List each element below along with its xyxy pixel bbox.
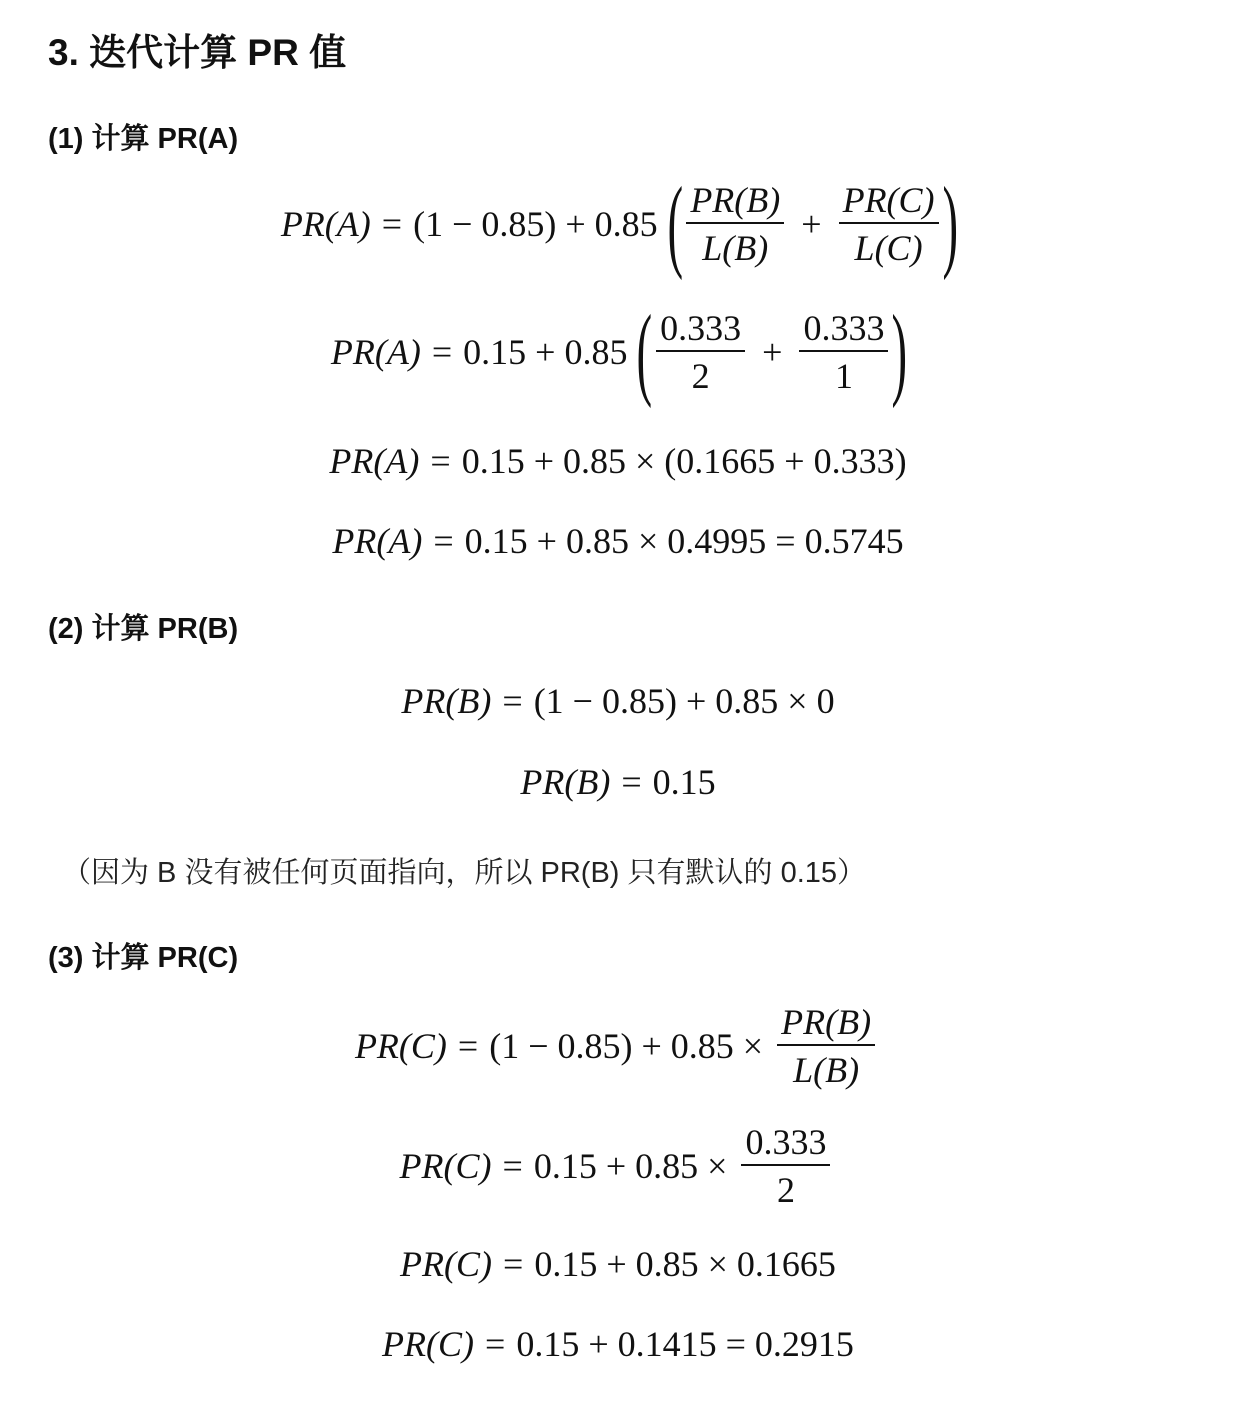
fraction-0333-over-2: $\frac{0.333}{2}$ xyxy=(741,1124,830,1208)
equation-pr-b-result: PR(B) = 0.15 xyxy=(520,762,716,802)
equation-lhs: PR(C) xyxy=(354,1026,447,1066)
equation-lhs: PR(B) xyxy=(520,762,611,802)
equation-rhs: 0.15 + 0.85 × (0.1665 + 0.333) xyxy=(461,441,907,481)
equation-pr-a-substituted: PR(A) = 0.15 + 0.85 ( $\frac{0.333}{2}$ + $\frac{0.333}{1}$ ) xyxy=(330,294,908,409)
equation-lhs: PR(C) xyxy=(399,1146,492,1186)
subheading-pr-a: (1) 计算 PR(A) xyxy=(48,123,239,155)
equation-lhs: PR(A) xyxy=(330,332,421,372)
equation-lhs: PR(A) xyxy=(329,441,420,481)
equation-rhs: (1 − 0.85) + 0.85 × 0 xyxy=(533,681,835,721)
equation-pr-a-result: PR(A) = 0.15 + 0.85 × 0.4995 = 0.5745 xyxy=(332,521,904,561)
equation-rhs: 0.15 + 0.85 × 0.1665 xyxy=(534,1244,836,1284)
equation-pr-c-substituted: PR(C) = 0.15 + 0.85 × $\frac{0.333}{2}$ xyxy=(0,1124,1236,1208)
equation-rhs: 0.15 xyxy=(652,762,716,802)
fraction-pr-b-over-l-b: $\frac{PR(B)}{L(B)}$ xyxy=(777,1004,875,1088)
fraction-0333-over-1: $\frac{0.333}{1}$ xyxy=(799,310,888,394)
equation-lhs: PR(A) xyxy=(280,204,371,244)
equation-lhs: PR(A) xyxy=(332,521,423,561)
equation-rhs: 0.15 + 0.85 × 0.4995 = 0.5745 xyxy=(464,521,904,561)
equation-rhs: 0.15 + 0.1415 = 0.2915 xyxy=(516,1324,854,1364)
equation-lhs: PR(B) xyxy=(401,681,492,721)
equation-pr-c-step3: PR(C) = 0.15 + 0.85 × 0.1665 xyxy=(400,1244,836,1284)
equation-pr-c-formula: PR(C) = (1 − 0.85) + 0.85 × $\frac{PR(B)}{L(B)}$ xyxy=(0,1004,1236,1088)
equation-lhs: PR(C) xyxy=(382,1324,475,1364)
equation-lhs: PR(C) xyxy=(400,1244,493,1284)
equation-pr-c-result: PR(C) = 0.15 + 0.1415 = 0.2915 xyxy=(382,1324,854,1364)
equation-pr-b-formula: PR(B) = (1 − 0.85) + 0.85 × 0 xyxy=(401,681,835,721)
equation-pr-a-formula: PR(A) = (1 − 0.85) + 0.85 ( $\frac{PR(B)}{L(B)}$ + $\frac{PR(C)}{L(C)}$ ) xyxy=(280,166,958,281)
equation-term: 0.15 + 0.85 × xyxy=(533,1146,728,1186)
equation-term: (1 − 0.85) + 0.85 × xyxy=(489,1026,764,1066)
fraction-pr-b-over-l-b: $\frac{PR(B)}{L(B)}$ xyxy=(686,182,784,266)
equation-term: (1 − 0.85) + 0.85 xyxy=(413,204,658,244)
explanation-note: （因为 B 没有被任何页面指向，所以 PR(B) 只有默认的 0.15） xyxy=(62,857,867,889)
equation-term: 0.15 + 0.85 xyxy=(463,332,628,372)
equation-pr-a-step3: PR(A) = 0.15 + 0.85 × (0.1665 + 0.333) xyxy=(329,441,907,481)
fraction-pr-c-over-l-c: $\frac{PR(C)}{L(C)}$ xyxy=(839,182,939,266)
subheading-pr-b: (2) 计算 PR(B) xyxy=(48,613,239,645)
subheading-pr-c: (3) 计算 PR(C) xyxy=(48,942,239,974)
section-heading: 3. 迭代计算 PR 值 xyxy=(48,32,347,73)
fraction-0333-over-2: $\frac{0.333}{2}$ xyxy=(656,310,745,394)
